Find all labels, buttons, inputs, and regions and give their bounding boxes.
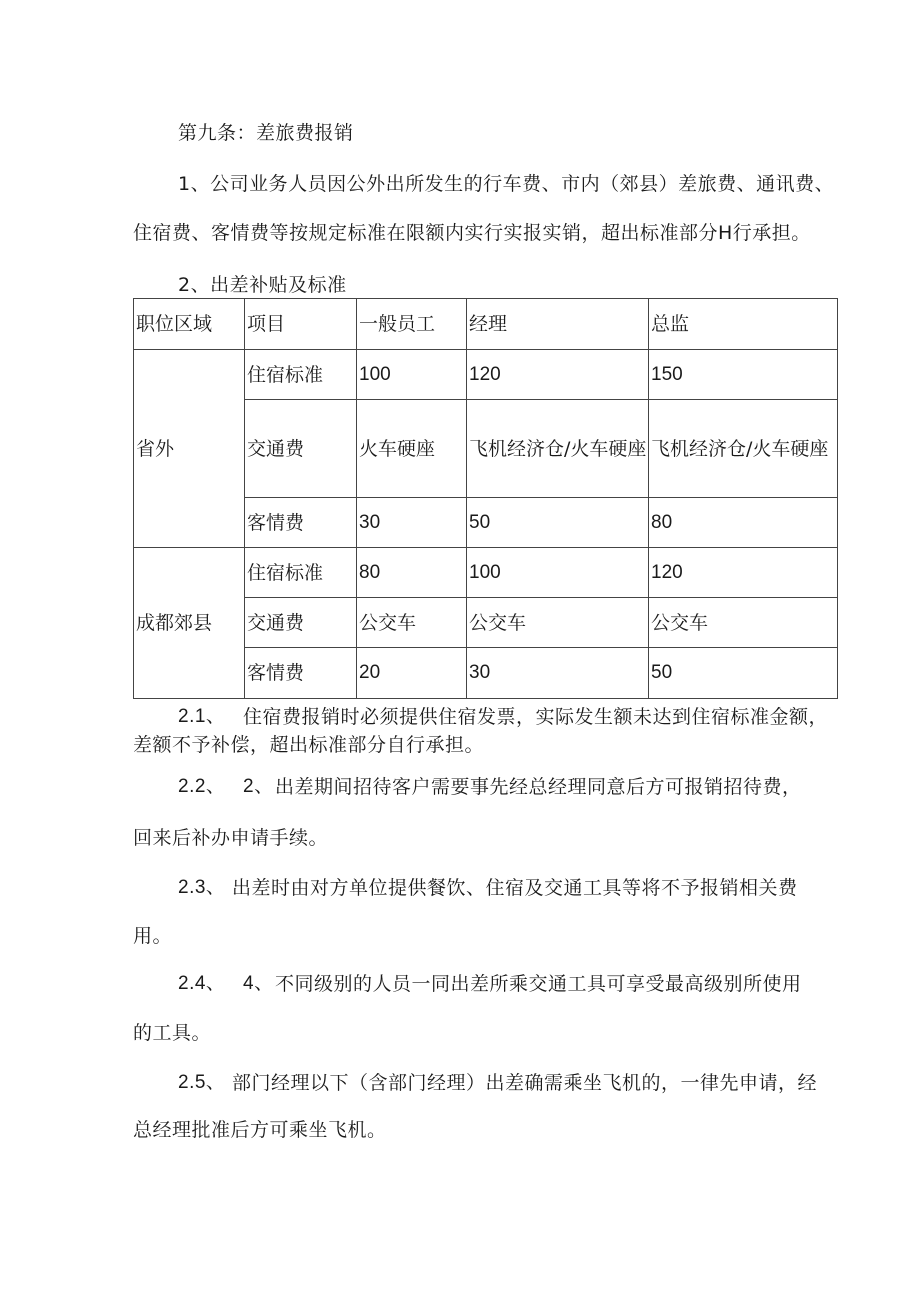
header-manager: 经理 (467, 299, 649, 350)
table-row (134, 548, 838, 598)
manager-cell: 飞机经济仓/火车硬座 (467, 400, 649, 498)
manager-cell: 120 (467, 350, 649, 400)
note-2-4-number: 2.4、 (178, 973, 226, 994)
note-2-1-line-2: 差额不予补偿，超出标准部分自行承担。 (133, 734, 485, 756)
region-cell: 省外 (134, 350, 245, 548)
note-2-3-line-1: 出差时由对方单位提供餐饮、住宿及交通工具等将不予报销相关费 (232, 877, 798, 899)
header-staff: 一般员工 (357, 299, 467, 350)
manager-cell: 50 (467, 498, 649, 548)
travel-allowance-table (133, 298, 838, 699)
item-cell: 交通费 (245, 400, 357, 498)
director-cell: 飞机经济仓/火车硬座 (649, 400, 838, 498)
note-2-5-number: 2.5、 (178, 1072, 226, 1093)
paragraph-1-line-1: 1、公司业务人员因公外出所发生的行车费、市内（郊县）差旅费、通讯费、 (178, 173, 835, 195)
note-2-3-number: 2.3、 (178, 877, 226, 898)
table-row (134, 350, 838, 400)
note-2-2-number: 2.2、 (178, 776, 226, 797)
note-2-4-line-1: 不同级别的人员一同出差所乘交通工具可享受最高级别所使用 (275, 973, 802, 995)
director-cell: 50 (649, 648, 838, 699)
note-2-5-line-2: 总经理批准后方可乘坐飞机。 (133, 1119, 387, 1141)
item-cell: 住宿标准 (245, 350, 357, 400)
staff-cell: 公交车 (357, 598, 467, 648)
director-cell: 150 (649, 350, 838, 400)
staff-cell: 30 (357, 498, 467, 548)
item-cell: 住宿标准 (245, 548, 357, 598)
note-2-1-line-1: 住宿费报销时必须提供住宿发票，实际发生额未达到住宿标准金额， (243, 706, 829, 728)
staff-cell: 80 (357, 548, 467, 598)
staff-cell: 100 (357, 350, 467, 400)
region-cell: 成都郊县 (134, 548, 245, 699)
note-2-2-line-2: 回来后补办申请手续。 (133, 827, 329, 849)
note-2-4-prefix: 4、 (243, 973, 274, 994)
note-2-2-prefix: 2、 (243, 776, 274, 797)
item-cell: 客情费 (245, 498, 357, 548)
section-heading: 第九条：差旅费报销 (178, 122, 354, 144)
paragraph-1-line-2: 住宿费、客情费等按规定标准在限额内实行实报实销，超出标准部分H行承担。 (133, 222, 811, 244)
staff-cell: 20 (357, 648, 467, 699)
note-2-1-number: 2.1、 (178, 706, 226, 727)
note-2-2-line-1: 出差期间招待客户需要事先经总经理同意后方可报销招待费， (275, 776, 802, 798)
note-2-5-line-1: 部门经理以下（含部门经理）出差确需乘坐飞机的，一律先申请，经 (232, 1072, 818, 1094)
manager-cell: 100 (467, 548, 649, 598)
header-item: 项目 (245, 299, 357, 350)
table-header-row (134, 299, 838, 350)
header-region: 职位区域 (134, 299, 245, 350)
manager-cell: 公交车 (467, 598, 649, 648)
note-2-3-line-2: 用。 (133, 925, 173, 947)
staff-cell: 火车硬座 (357, 400, 467, 498)
director-cell: 公交车 (649, 598, 838, 648)
section-2-title: 2、出差补贴及标准 (178, 274, 347, 296)
item-cell: 交通费 (245, 598, 357, 648)
director-cell: 80 (649, 498, 838, 548)
manager-cell: 30 (467, 648, 649, 699)
note-2-4-line-2: 的工具。 (133, 1022, 212, 1044)
item-cell: 客情费 (245, 648, 357, 699)
header-director: 总监 (649, 299, 838, 350)
director-cell: 120 (649, 548, 838, 598)
